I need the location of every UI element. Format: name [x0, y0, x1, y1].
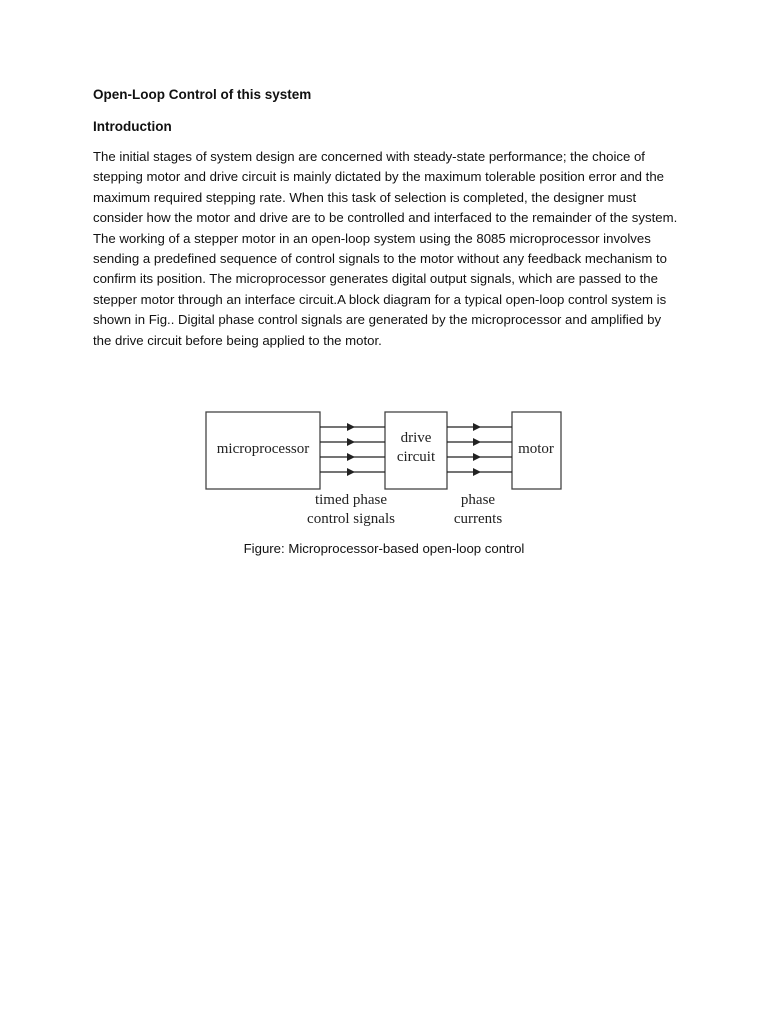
control-signal-arrowhead-1: [347, 423, 355, 431]
microprocessor-label: microprocessor: [216, 441, 310, 457]
section-heading-introduction: Introduction: [93, 119, 172, 134]
phase-current-arrowhead-1: [473, 423, 481, 431]
introduction-paragraph: The initial stages of system design are concerned with steady-state performance; the choice of stepping motor and drive circuit is mainly dictated by the maximum tolerable position error and the maximum required stepping rate. When this task of selection is completed, the designer must consider how the motor and drive are to be controlled and interfaced to the remainder of the system. The working of a stepper motor in an open-loop system using the 8085 microprocessor involves sending a predefined sequence of control signals to the motor without any feedback mechanism to confirm its position. The microprocessor generates digital output signals, which are passed to the stepper motor through an interface circuit.A block diagram for a typical open-loop control system is shown in Fig.. Digital phase control signals are generated by the microprocessor and amplified by the drive circuit before being applied to the motor.: [93, 149, 678, 348]
drive-circuit-label-line1: drive: [400, 430, 432, 446]
phase-current-arrowhead-4: [473, 468, 481, 476]
block-diagram-svg: [205, 410, 563, 528]
control-signal-arrowheads: [347, 423, 355, 476]
control-signal-arrowhead-2: [347, 438, 355, 446]
control-signal-arrowhead-3: [347, 453, 355, 461]
figure-caption: Figure: Microprocessor-based open-loop control: [243, 541, 525, 556]
control-signals-label-line2: control signals: [307, 511, 395, 527]
phase-current-arrows: [447, 427, 512, 472]
drive-circuit-label-line2: circuit: [396, 449, 436, 465]
control-signal-arrowhead-4: [347, 468, 355, 476]
motor-label: motor: [518, 441, 554, 457]
document-title: Open-Loop Control of this system: [93, 87, 312, 102]
phase-currents-label-line1: phase: [460, 492, 496, 508]
phase-current-arrowheads: [473, 423, 481, 476]
phase-current-arrowhead-3: [473, 453, 481, 461]
control-signals-label-line1: timed phase: [314, 492, 388, 508]
phase-current-arrowhead-2: [473, 438, 481, 446]
document-body: [93, 85, 683, 351]
block-diagram-figure: [205, 410, 563, 528]
control-signal-arrows: [320, 427, 385, 472]
phase-currents-label-line2: currents: [453, 511, 503, 527]
